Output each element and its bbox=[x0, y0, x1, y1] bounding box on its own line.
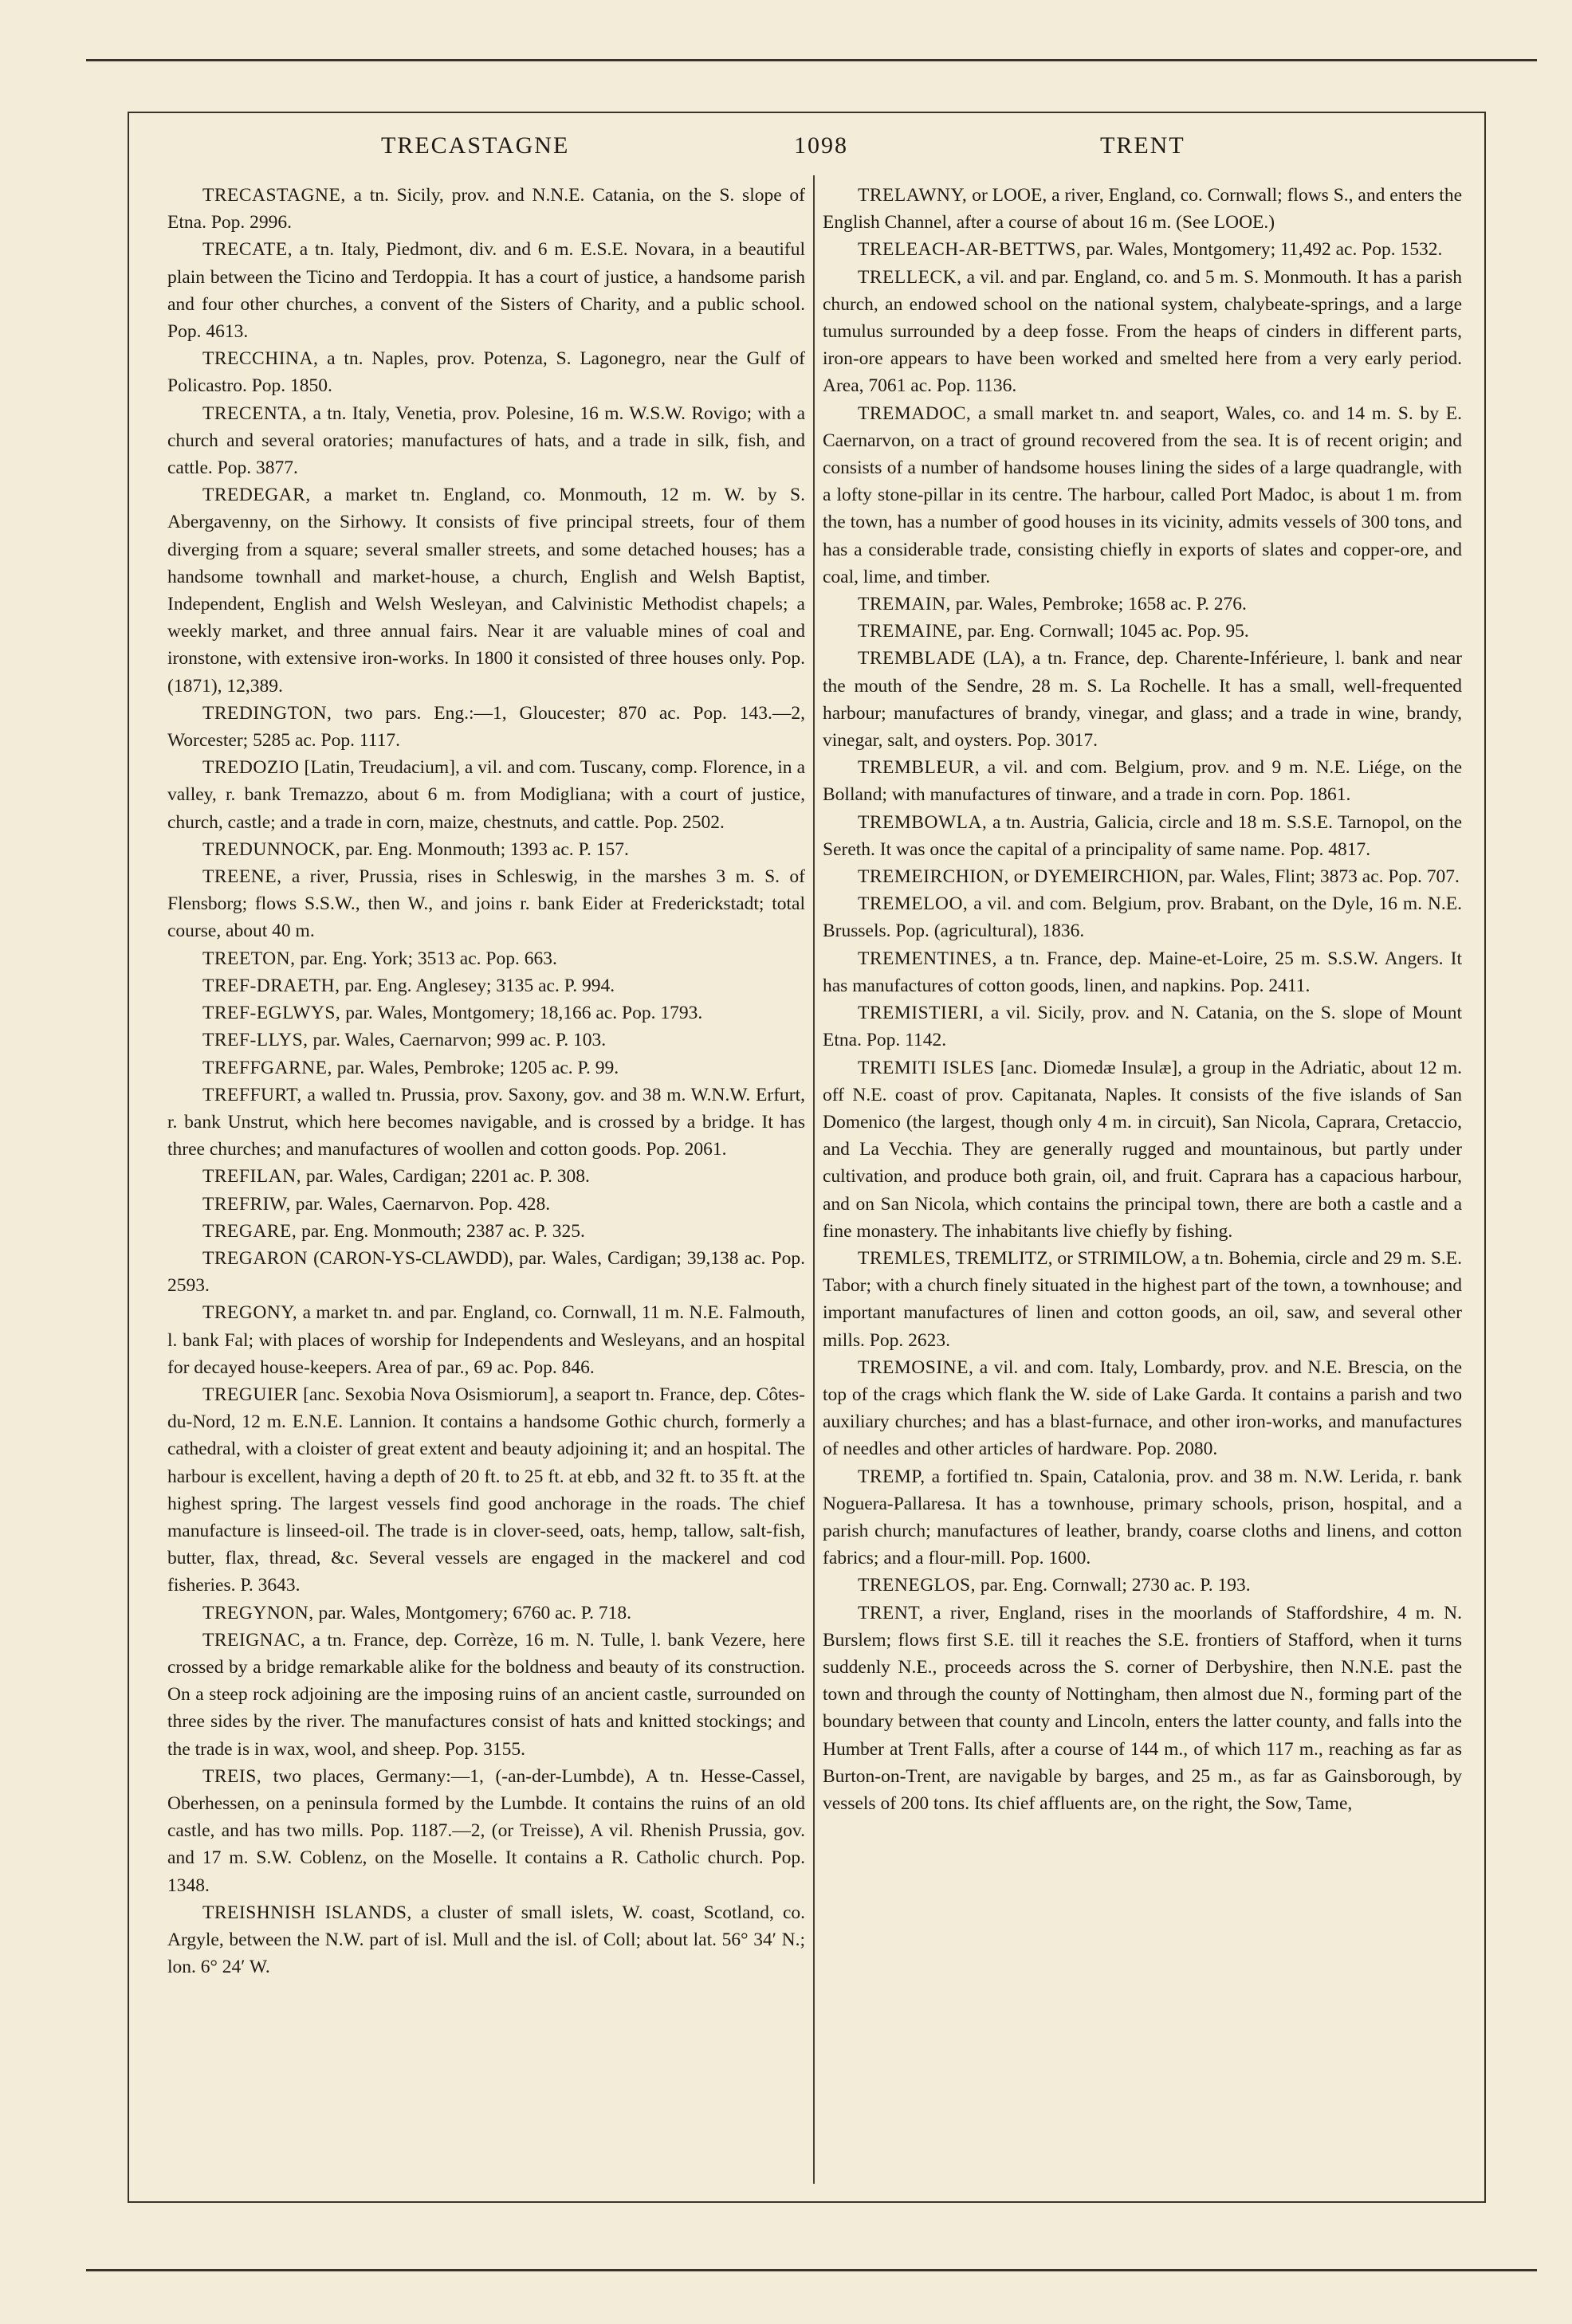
gazetteer-entry bbox=[823, 945, 1462, 999]
gazetteer-entry bbox=[167, 345, 805, 399]
gazetteer-entry bbox=[823, 1600, 1462, 1818]
header-left-guide-word: TRECASTAGNE bbox=[381, 132, 570, 159]
gazetteer-entry bbox=[823, 264, 1462, 400]
entry-text: par. Eng. Cornwall; 1045 ac. Pop. 95. bbox=[967, 621, 1249, 642]
entry-text: a small market tn. and seaport, Wales, co. and 14 m. S. by E. Caernarvon, on a tract of ground recovered from the sea. It is of recent origin; and consists of a number of handsome houses lining the sides of a large quadrangle, with a lofty stone-pillar in its centre. The harbour, called Port Madoc, is about 1 m. from the town, has a number of good houses in its vicinity, admits vessels of 300 tons, and has a considerable trade, consisting chiefly in exports of slates and copper-ore, and coal, lime, and timber. bbox=[823, 402, 1462, 587]
header-right-guide-word: TRENT bbox=[1100, 132, 1185, 159]
gazetteer-entry bbox=[823, 236, 1462, 263]
gazetteer-entry bbox=[823, 1245, 1462, 1354]
entry-text: a tn. Austria, Galicia, circle and 18 m. S.S.E. Tarnopol, on the Sereth. It was once the capital of a principality of same name. Pop. 4817. bbox=[823, 811, 1462, 860]
entry-headword: TREMISTIERI, bbox=[858, 1003, 984, 1024]
entry-headword: TREFFURT, bbox=[202, 1084, 302, 1105]
entry-headword: TREMBLEUR, bbox=[858, 757, 981, 779]
entry-headword: TRECATE, bbox=[202, 239, 293, 261]
entry-text: a cluster of small islets, W. coast, Scotland, co. Argyle, between the N.W. part of isl. Mull and the isl. of Coll; about lat. 56° 34′ N.; lon. 6° 24′ W. bbox=[167, 1902, 805, 1978]
gazetteer-entry bbox=[167, 1381, 805, 1600]
gazetteer-entry bbox=[167, 1763, 805, 1899]
entry-text: par. Wales, Caernarvon. Pop. 428. bbox=[295, 1193, 551, 1215]
gazetteer-entry bbox=[167, 1245, 805, 1299]
gazetteer-entry bbox=[167, 1054, 805, 1082]
entry-text: TREMLITZ, or STRIMILOW, a tn. Bohemia, circle and 29 m. S.E. Tabor; with a church finely situated in the highest part of the town, a townhouse; and important manufactures of linen and cotton goods, an oil, saw, and several other mills. Pop. 2623. bbox=[823, 1247, 1462, 1351]
entry-text: par. Eng. Cornwall; 2730 ac. P. 193. bbox=[980, 1575, 1251, 1596]
gazetteer-entry bbox=[823, 890, 1462, 944]
entry-headword: TREMBOWLA, bbox=[858, 811, 988, 833]
gazetteer-entry bbox=[823, 809, 1462, 863]
running-header bbox=[128, 126, 1483, 166]
entry-text: par. Wales, Caernarvon; 999 ac. P. 103. bbox=[312, 1030, 607, 1051]
entry-text: par. Wales, Pembroke; 1205 ac. P. 99. bbox=[336, 1057, 619, 1078]
entry-headword: TREFFGARNE, bbox=[202, 1057, 332, 1078]
entry-text: par. Wales, Montgomery; 18,166 ac. Pop. 1793. bbox=[345, 1003, 703, 1024]
gazetteer-entry bbox=[823, 1054, 1462, 1245]
entry-headword: TREETON, bbox=[202, 948, 296, 969]
gazetteer-entry bbox=[167, 481, 805, 700]
entry-headword: TRECENTA, bbox=[202, 402, 308, 424]
gazetteer-entry bbox=[167, 1027, 805, 1054]
entry-text: par. Wales, Cardigan; 2201 ac. P. 308. bbox=[305, 1166, 590, 1188]
gazetteer-entry bbox=[167, 836, 805, 863]
gazetteer-entry bbox=[167, 972, 805, 999]
gazetteer-entry bbox=[167, 1163, 805, 1190]
entry-headword: TREDOZIO bbox=[202, 757, 300, 779]
gazetteer-entry bbox=[167, 945, 805, 972]
entry-headword: TRENEGLOS, bbox=[858, 1575, 976, 1596]
entry-text: par. Eng. Anglesey; 3135 ac. P. 994. bbox=[344, 975, 615, 996]
entry-headword: TREMAINE, bbox=[858, 621, 963, 642]
entry-text: a vil. Sicily, prov. and N. Catania, on the S. slope of Mount Etna. Pop. 1142. bbox=[823, 1003, 1462, 1051]
entry-text: or LOOE, a river, England, co. Cornwall; flows S., and enters the English Channel, after a course of about 16 m. (See LOOE.) bbox=[823, 185, 1462, 234]
entry-text: (CARON-YS-CLAWDD), par. Wales, Cardigan; 39,138 ac. Pop. 2593. bbox=[167, 1247, 805, 1297]
entry-text: two pars. Eng.:—1, Gloucester; 870 ac. Pop. 143.—2, Worcester; 5285 ac. Pop. 1117. bbox=[167, 702, 805, 752]
entry-text: par. Eng. Monmouth; 1393 ac. P. 157. bbox=[345, 838, 629, 860]
entry-headword: TREMENTINES, bbox=[858, 948, 998, 969]
entry-headword: TREF-EGLWYS, bbox=[202, 1003, 341, 1024]
entry-text: a vil. and com. Italy, Lombardy, prov. and N.E. Brescia, on the top of the crags which flank the W. side of Lake Garda. It contains a parish and two auxiliary churches; and has a blast-furnace, and other iron-works, and manufactures of needles and other articles of hardware. Pop. 2080. bbox=[823, 1356, 1462, 1460]
entry-text: or DYEMEIRCHION, par. Wales, Flint; 3873 ac. Pop. 707. bbox=[1013, 866, 1460, 888]
entry-headword: TREMOSINE, bbox=[858, 1356, 974, 1378]
entry-text: a river, England, rises in the moorlands of Staffordshire, 4 m. N. Burslem; flows first S.E. till it reaches the S.E. frontiers of Stafford, when it turns suddenly N.E., proceeds across the S. corner of Derbyshire, then N.N.E. past the town and through the county of Nottingham, then almost due N., forming part of the boundary between that county and Lincoln, enters the latter county, and falls into the Humber at Trent Falls, after a course of 144 m., of which 117 m., reaching as far as Burton-on-Trent, are navigable by barges, and 25 m., as far as Gainsborough, by vessels of 200 tons. Its chief affluents are, on the right, the Sow, Tame, bbox=[823, 1602, 1462, 1814]
column-divider bbox=[813, 175, 815, 2184]
entry-headword: TREMLES, bbox=[858, 1247, 951, 1269]
entry-text: par. Wales, Montgomery; 6760 ac. P. 718. bbox=[318, 1602, 632, 1623]
gazetteer-entry bbox=[823, 618, 1462, 645]
entry-headword: TRECASTAGNE, bbox=[202, 185, 346, 206]
gazetteer-entry bbox=[167, 700, 805, 754]
gazetteer-entry bbox=[823, 591, 1462, 618]
entry-headword: TREGARE, bbox=[202, 1220, 297, 1242]
page-number: 1098 bbox=[794, 132, 848, 159]
gazetteer-entry bbox=[167, 999, 805, 1027]
gazetteer-entry bbox=[823, 645, 1462, 754]
entry-text: two places, Germany:—1, (-an-der-Lumbde), A tn. Hesse-Cassel, Oberhessen, on a peninsula formed by the Lumbde. It contains the ruins of an old castle, and has two mills. Pop. 1187.—2, (or Treisse), A vil. Rhenish Prussia, gov. and 17 m. S.W. Coblenz, on the Moselle. It contains a R. Catholic church. Pop. 1348. bbox=[167, 1765, 805, 1896]
gazetteer-entry bbox=[823, 1463, 1462, 1572]
entry-text: a tn. France, dep. Maine-et-Loire, 25 m. S.S.W. Angers. It has manufactures of cotton goods, linen, and napkins. Pop. 2411. bbox=[823, 948, 1462, 996]
entry-headword: TREIGNAC, bbox=[202, 1629, 306, 1651]
entry-text: a walled tn. Prussia, prov. Saxony, gov. and 38 m. W.N.W. Erfurt, r. bank Unstrut, which here becomes navigable, and is crossed by a bridge. It has three churches; and manufactures of woollen and cotton goods. Pop. 2061. bbox=[167, 1084, 805, 1160]
gazetteer-entry bbox=[167, 863, 805, 945]
entry-text: a vil. and com. Belgium, prov. Brabant, on the Dyle, 16 m. N.E. Brussels. Pop. (agricultural), 1836. bbox=[823, 893, 1462, 942]
entry-text: a tn. Italy, Piedmont, div. and 6 m. E.S.E. Novara, in a beautiful plain between the Ticino and Terdoppia. It has a court of justice, a handsome parish and four other churches, a convent of the Sisters of Charity, and a public school. Pop. 4613. bbox=[167, 239, 805, 343]
gazetteer-entry bbox=[823, 182, 1462, 236]
entry-text: a tn. Italy, Venetia, prov. Polesine, 16 m. W.S.W. Rovigo; with a church and several oratories; manufactures of hats, and a trade in silk, fish, and cattle. Pop. 3877. bbox=[167, 402, 805, 479]
entry-text: a vil. and com. Belgium, prov. and 9 m. N.E. Liége, on the Bolland; with manufactures of tinware, and a trade in corn. Pop. 1861. bbox=[823, 757, 1462, 806]
entry-text: [Latin, Treudacium], a vil. and com. Tuscany, comp. Florence, in a valley, r. bank Tremazzo, about 6 m. from Modigliana; with a court of justice, church, castle; and a trade in corn, maize, chestnuts, and cattle. Pop. 2502. bbox=[167, 757, 805, 833]
entry-text: a tn. France, dep. Corrèze, 16 m. N. Tulle, l. bank Vezere, here crossed by a bridge remarkable alike for the boldness and beauty of its construction. On a steep rock adjoining are the imposing ruins of an ancient castle, surrounded on three sides by the river. The manufactures consist of hats and knitted stockings; and the trade is in wax, wool, and sheep. Pop. 3155. bbox=[167, 1629, 805, 1760]
gazetteer-entry bbox=[823, 754, 1462, 808]
gazetteer-entry bbox=[167, 1899, 805, 1981]
entry-headword: TREMELOO, bbox=[858, 893, 969, 915]
entry-headword: TRENT, bbox=[858, 1602, 924, 1623]
gazetteer-entry bbox=[167, 1218, 805, 1245]
entry-headword: TREFRIW, bbox=[202, 1193, 291, 1215]
gazetteer-entry bbox=[167, 1191, 805, 1218]
right-column bbox=[823, 182, 1462, 2166]
gazetteer-entry bbox=[823, 999, 1462, 1054]
entry-headword: TRELEACH-AR-BETTWS, bbox=[858, 239, 1082, 261]
entry-headword: TREMP, bbox=[858, 1466, 926, 1487]
gazetteer-entry bbox=[823, 400, 1462, 591]
entry-headword: TREISHNISH ISLANDS, bbox=[202, 1902, 412, 1923]
entry-text: a fortified tn. Spain, Catalonia, prov. and 38 m. N.W. Lerida, r. bank Noguera-Pallaresa. It has a townhouse, primary schools, prison, hospital, and a parish church; manufactures of leather, brandy, coarse cloths and linens, and cotton fabrics; and a flour-mill. Pop. 1600. bbox=[823, 1466, 1462, 1569]
entry-headword: TRECCHINA, bbox=[202, 348, 319, 370]
entry-headword: TREDEGAR, bbox=[202, 485, 311, 506]
entry-text: par. Wales, Pembroke; 1658 ac. P. 276. bbox=[955, 594, 1247, 615]
entry-text: a market tn. England, co. Monmouth, 12 m. W. by S. Abergavenny, on the Sirhowy. It consists of five principal streets, four of them diverging from a square; several smaller streets, and some detached houses; has a handsome townhall and market-house, a church, English and Welsh Baptist, Independent, English and Welsh Wesleyan, and Calvinistic Methodist chapels; a weekly market, and three annual fairs. Near it are valuable mines of coal and ironstone, with extensive iron-works. In 1800 it consisted of three houses only. Pop. (1871), 12,389. bbox=[167, 485, 805, 697]
gazetteer-entry bbox=[823, 1572, 1462, 1599]
entry-headword: TREMEIRCHION, bbox=[858, 866, 1009, 888]
gazetteer-entry bbox=[167, 1082, 805, 1164]
entry-text: a vil. and par. England, co. and 5 m. S. Monmouth. It has a parish church, an endowed school on the national system, chalybeate-springs, and a large tumulus surrounded by a deep fosse. From the heaps of cinders in different parts, iron-ore appears to have been worked and smelted here from a very early period. Area, 7061 ac. Pop. 1136. bbox=[823, 266, 1462, 397]
gazetteer-entry bbox=[167, 1627, 805, 1763]
entry-headword: TREENE, bbox=[202, 866, 282, 888]
entry-text: a tn. Naples, prov. Potenza, S. Lagonegro, near the Gulf of Policastro. Pop. 1850. bbox=[167, 348, 805, 397]
entry-headword: TREGUIER bbox=[202, 1384, 299, 1405]
entry-text: a market tn. and par. England, co. Cornwall, 11 m. N.E. Falmouth, l. bank Fal; with places of worship for Independents and Wesleyans, and an hospital for decayed house-keepers. Area of par., 69 ac. Pop. 846. bbox=[167, 1302, 805, 1378]
entry-headword: TREIS, bbox=[202, 1765, 262, 1787]
entry-headword: TREF-DRAETH, bbox=[202, 975, 340, 996]
entry-text: [anc. Diomedæ Insulæ], a group in the Adriatic, about 12 m. off N.E. coast of prov. Capitanata, Naples. It consists of the five islands of San Domenico (the largest, though only 4 m. in circuit), San Nicola, Caprara, Cretaccio, and La Vecchia. They are generally rugged and mountainous, but partly under cultivation, and produce both grain, oil, and fruit. Caprara has a capacious harbour, and on San Nicola, which contains the principal town, there are both a castle and a fine monastery. The inhabitants live chiefly by fishing. bbox=[823, 1057, 1462, 1242]
gazetteer-entry bbox=[167, 236, 805, 345]
entry-headword: TREMADOC, bbox=[858, 402, 972, 424]
entry-headword: TRELAWNY, bbox=[858, 185, 968, 206]
entry-headword: TREFILAN, bbox=[202, 1166, 301, 1188]
entry-text: par. Eng. York; 3513 ac. Pop. 663. bbox=[300, 948, 557, 969]
entry-headword: TREF-LLYS, bbox=[202, 1030, 309, 1051]
gazetteer-entry bbox=[167, 182, 805, 236]
entry-headword: TREMITI ISLES bbox=[858, 1057, 995, 1078]
entry-headword: TREGYNON, bbox=[202, 1602, 314, 1623]
left-column bbox=[167, 182, 805, 2166]
gazetteer-entry bbox=[823, 863, 1462, 890]
entry-text: par. Eng. Monmouth; 2387 ac. P. 325. bbox=[301, 1220, 585, 1242]
entry-text: (LA), a tn. France, dep. Charente-Inférieure, l. bank and near the mouth of the Sendre, 28 m. S. La Rochelle. It has a small, well-frequented harbour; manufactures of brandy, vinegar, and glass; and a trade in wine, brandy, vinegar, salt, and oysters. Pop. 3017. bbox=[823, 648, 1462, 752]
gazetteer-entry bbox=[167, 754, 805, 836]
entry-text: a river, Prussia, rises in Schleswig, in the marshes 3 m. S. of Flensborg; flows S.S.W., then W., and joins r. bank Eider at Frederickstadt; total course, about 40 m. bbox=[167, 866, 805, 942]
gazetteer-entry bbox=[167, 400, 805, 482]
entry-headword: TRELLECK, bbox=[858, 266, 962, 288]
entry-text: [anc. Sexobia Nova Osismiorum], a seaport tn. France, dep. Côtes-du-Nord, 12 m. E.N.E. Lannion. It contains a handsome Gothic church, formerly a cathedral, with a cloister of great extent and beauty adjoining it; and an hospital. The harbour is excellent, having a depth of 20 ft. to 25 ft. at ebb, and 32 ft. to 35 ft. at the highest spring. The largest vessels find good anchorage in the roads. The chief manufacture is linseed-oil. The trade is in clover-seed, oats, hemp, tallow, salt-fish, butter, flax, thread, &c. Several vessels are engaged in the mackerel and cod fisheries. P. 3643. bbox=[167, 1384, 805, 1596]
entry-text: par. Wales, Montgomery; 11,492 ac. Pop. 1532. bbox=[1086, 239, 1443, 261]
entry-headword: TREDINGTON, bbox=[202, 702, 332, 724]
gazetteer-entry bbox=[167, 1600, 805, 1627]
entry-headword: TREGONY, bbox=[202, 1302, 298, 1324]
entry-headword: TREMAIN, bbox=[858, 594, 951, 615]
gazetteer-entry bbox=[167, 1299, 805, 1381]
gazetteer-entry bbox=[823, 1354, 1462, 1463]
entry-text: a tn. Sicily, prov. and N.N.E. Catania, on the S. slope of Etna. Pop. 2996. bbox=[167, 185, 805, 234]
entry-headword: TREGARON bbox=[202, 1247, 308, 1269]
entry-headword: TREDUNNOCK, bbox=[202, 838, 341, 860]
entry-headword: TREMBLADE bbox=[858, 648, 977, 669]
